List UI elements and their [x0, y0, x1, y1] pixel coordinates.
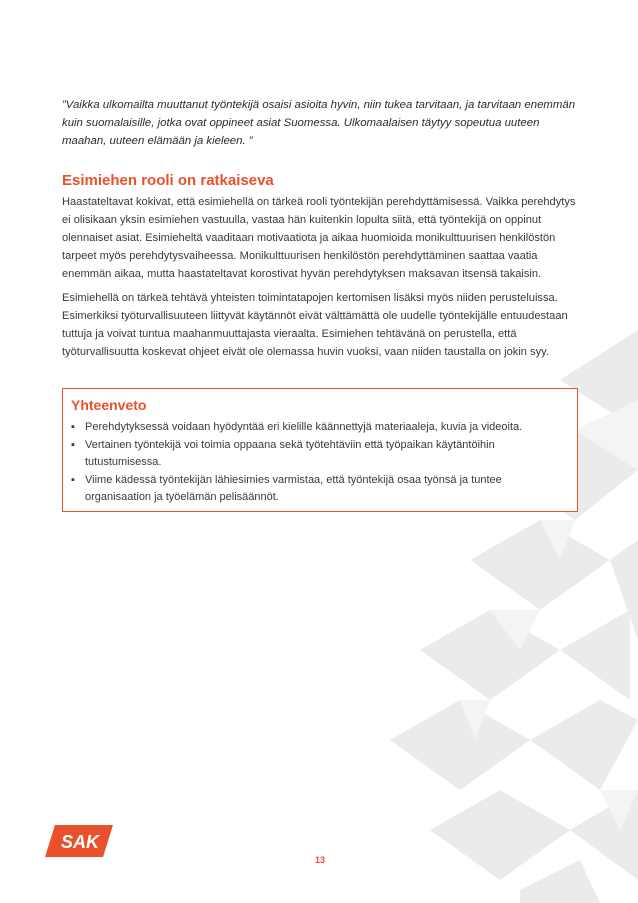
summary-item-text: Vertainen työntekijä voi toimia oppaana sekä työtehtäviin että työpaikan käytäntöihin tutustumisessa. — [85, 438, 495, 468]
sak-logo — [45, 825, 113, 857]
bullet-icon: ▪ — [71, 438, 75, 451]
svg-text:SAK: SAK — [60, 832, 100, 852]
summary-title: Yhteenveto — [71, 397, 147, 413]
summary-box — [62, 388, 578, 512]
bullet-icon: ▪ — [71, 473, 75, 486]
summary-list-item — [71, 419, 541, 437]
summary-item-text: Viime kädessä työntekijän lähiesimies varmistaa, että työntekijä osaa työnsä ja tuntee organisaation ja työelämän pelisäännöt. — [85, 473, 502, 503]
body-paragraph: Haastateltavat kokivat, että esimiehellä on tärkeä rooli työntekijän perehdyttämisessä. Vaikka perehdytys ei olisikaan yksin esimiehen vastuulla, vastaa hän kuitenkin lopulta siitä, että työntekijä on oppinut olennaiset asiat. Esimieheltä vaaditaan motivaatiota ja aikaa huomioida monikulttuurisen henkilöstön tarpeet myös perehdytysvaiheessa. Monikulttuurisen henkilöstön perehdyttäminen saattaa vaatia enemmän aikaa, mutta haastateltavat korostivat hyvän perehdytyksen maksavan itsensä takaisin. — [62, 196, 576, 280]
summary-list-item — [71, 472, 541, 507]
body-paragraph: Esimiehellä on tärkeä tehtävä yhteisten toimintatapojen kertomisen lisäksi myös niiden perusteluissa. Esimerkiksi työturvallisuuteen liittyvät käytännöt eivät välttämättä ole uudelle työntekijälle entuudestaan tuttuja ja voivat tuntua maahanmuuttajasta vieraalta. Esimiehen tehtävänä on perustella, että työturvallisuutta koskevat ohjeet eivät ole olemassa huvin vuoksi, vaan niiden taustalla on jokin syy. — [62, 292, 568, 358]
bullet-icon: ▪ — [71, 421, 75, 433]
section-heading: Esimiehen rooli on ratkaiseva — [62, 172, 274, 189]
summary-list-item — [71, 437, 541, 472]
summary-item-text: Perehdytyksessä voidaan hyödyntää eri kielille käännettyjä materiaaleja, kuvia ja videoita. — [85, 421, 523, 433]
interview-quote: ”Vaikka ulkomailta muuttanut työntekijä osaisi asioita hyvin, niin tukea tarvitaan, ja tarvitaan enemmän kuin suomalaisille, jotka ovat oppineet asiat Suomessa. Ulkomaalaisen täytyy sopeutua uuteen maahan, uuteen elämään ja kieleen. ” — [62, 99, 576, 147]
summary-list — [71, 419, 541, 507]
page-number: 13 — [314, 855, 325, 865]
